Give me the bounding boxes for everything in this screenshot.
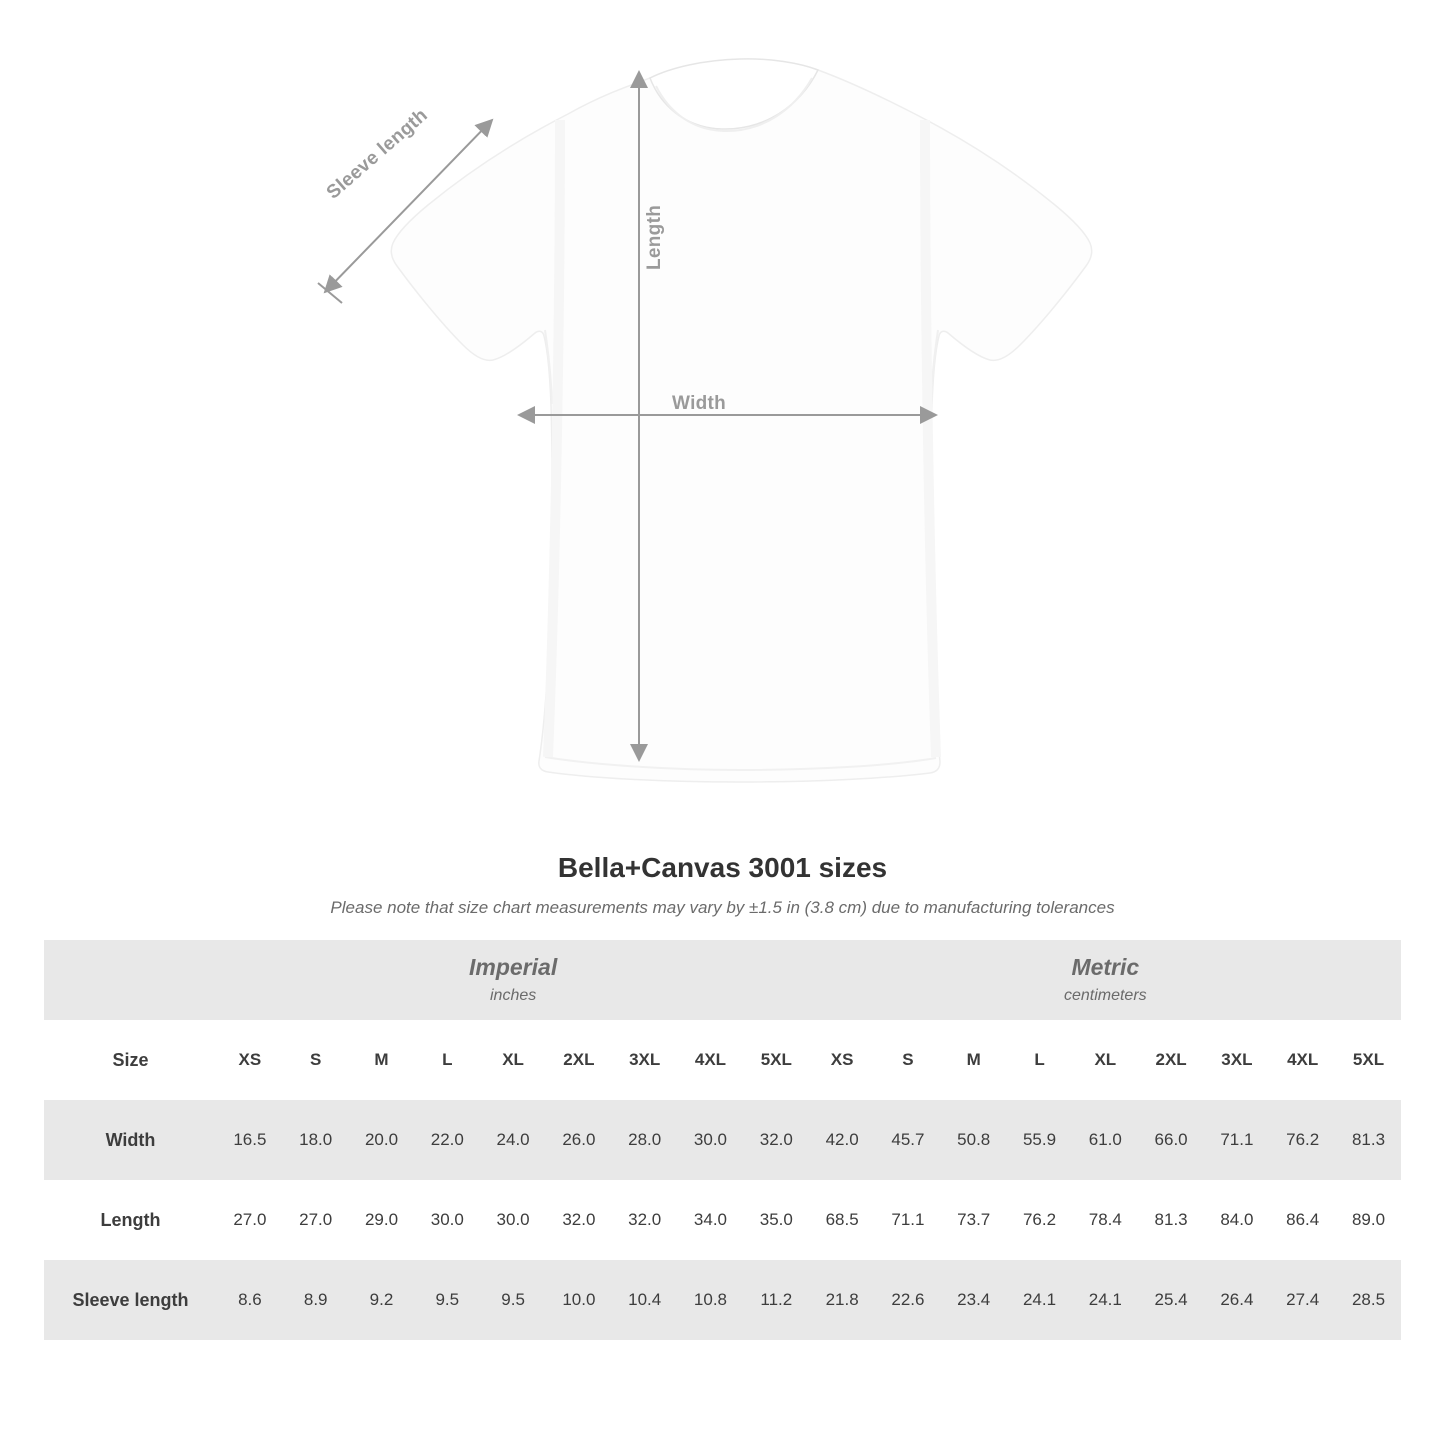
cell-length-10: 71.1 xyxy=(875,1180,941,1260)
cell-width-3: 22.0 xyxy=(414,1100,480,1180)
cell-length-15: 84.0 xyxy=(1204,1180,1270,1260)
header-size-l-imperial: L xyxy=(414,1020,480,1100)
cell-length-12: 76.2 xyxy=(1007,1180,1073,1260)
unit-group-metric xyxy=(809,940,1401,1020)
header-size-m-imperial: M xyxy=(349,1020,415,1100)
row-label-length: Length xyxy=(44,1180,217,1260)
header-size-xs-imperial: XS xyxy=(217,1020,283,1100)
unit-spacer-cell xyxy=(44,940,217,1020)
cell-length-3: 30.0 xyxy=(414,1180,480,1260)
cell-sleeve-12: 24.1 xyxy=(1007,1260,1073,1340)
cell-width-14: 66.0 xyxy=(1138,1100,1204,1180)
cell-sleeve-6: 10.4 xyxy=(612,1260,678,1340)
unit-group-metric-subtitle: centimeters xyxy=(1063,986,1147,1004)
unit-group-imperial-subtitle: inches xyxy=(489,986,537,1004)
cell-sleeve-5: 10.0 xyxy=(546,1260,612,1340)
cell-sleeve-8: 11.2 xyxy=(743,1260,809,1340)
cell-sleeve-10: 22.6 xyxy=(875,1260,941,1340)
cell-length-2: 29.0 xyxy=(349,1180,415,1260)
header-size-4xl-metric: 4XL xyxy=(1270,1020,1336,1100)
cell-length-4: 30.0 xyxy=(480,1180,546,1260)
cell-length-11: 73.7 xyxy=(941,1180,1007,1260)
cell-sleeve-13: 24.1 xyxy=(1072,1260,1138,1340)
table-row xyxy=(44,1180,1401,1260)
tolerance-note: Please note that size chart measurements may vary by ±1.5 in (3.8 cm) due to manufacturing tolerances xyxy=(330,898,1115,917)
unit-group-imperial-title: Imperial xyxy=(469,954,558,981)
length-label: Length xyxy=(644,204,665,270)
cell-sleeve-1: 8.9 xyxy=(283,1260,349,1340)
cell-sleeve-11: 23.4 xyxy=(941,1260,1007,1340)
header-size-label: Size xyxy=(44,1020,217,1100)
cell-length-5: 32.0 xyxy=(546,1180,612,1260)
unit-group-row xyxy=(44,940,1401,1020)
cell-width-1: 18.0 xyxy=(283,1100,349,1180)
cell-length-9: 68.5 xyxy=(809,1180,875,1260)
header-size-5xl-metric: 5XL xyxy=(1336,1020,1402,1100)
header-size-2xl-metric: 2XL xyxy=(1138,1020,1204,1100)
cell-length-16: 86.4 xyxy=(1270,1180,1336,1260)
cell-length-13: 78.4 xyxy=(1072,1180,1138,1260)
cell-width-13: 61.0 xyxy=(1072,1100,1138,1180)
cell-sleeve-7: 10.8 xyxy=(678,1260,744,1340)
table-row xyxy=(44,1100,1401,1180)
header-size-4xl-imperial: 4XL xyxy=(678,1020,744,1100)
cell-width-8: 32.0 xyxy=(743,1100,809,1180)
cell-sleeve-9: 21.8 xyxy=(809,1260,875,1340)
header-size-s-metric: S xyxy=(875,1020,941,1100)
sleeve-length-label: Sleeve length xyxy=(322,104,432,204)
cell-length-8: 35.0 xyxy=(743,1180,809,1260)
size-chart-table xyxy=(44,940,1401,1340)
header-size-l-metric: L xyxy=(1007,1020,1073,1100)
header-size-xl-metric: XL xyxy=(1072,1020,1138,1100)
cell-length-7: 34.0 xyxy=(678,1180,744,1260)
cell-sleeve-4: 9.5 xyxy=(480,1260,546,1340)
row-label-sleeve-length: Sleeve length xyxy=(44,1260,217,1340)
cell-width-0: 16.5 xyxy=(217,1100,283,1180)
cell-length-17: 89.0 xyxy=(1336,1180,1402,1260)
cell-length-6: 32.0 xyxy=(612,1180,678,1260)
cell-sleeve-2: 9.2 xyxy=(349,1260,415,1340)
cell-width-12: 55.9 xyxy=(1007,1100,1073,1180)
cell-width-17: 81.3 xyxy=(1336,1100,1402,1180)
cell-width-16: 76.2 xyxy=(1270,1100,1336,1180)
header-size-m-metric: M xyxy=(941,1020,1007,1100)
row-label-width: Width xyxy=(44,1100,217,1180)
cell-width-15: 71.1 xyxy=(1204,1100,1270,1180)
cell-width-9: 42.0 xyxy=(809,1100,875,1180)
cell-sleeve-15: 26.4 xyxy=(1204,1260,1270,1340)
header-size-3xl-imperial: 3XL xyxy=(612,1020,678,1100)
header-size-s-imperial: S xyxy=(283,1020,349,1100)
cell-length-14: 81.3 xyxy=(1138,1180,1204,1260)
cell-sleeve-14: 25.4 xyxy=(1138,1260,1204,1340)
cell-sleeve-0: 8.6 xyxy=(217,1260,283,1340)
cell-length-0: 27.0 xyxy=(217,1180,283,1260)
cell-width-2: 20.0 xyxy=(349,1100,415,1180)
cell-width-10: 45.7 xyxy=(875,1100,941,1180)
table-row xyxy=(44,1260,1401,1340)
cell-sleeve-3: 9.5 xyxy=(414,1260,480,1340)
unit-group-metric-title: Metric xyxy=(1071,954,1140,981)
header-size-2xl-imperial: 2XL xyxy=(546,1020,612,1100)
cell-width-7: 30.0 xyxy=(678,1100,744,1180)
cell-width-5: 26.0 xyxy=(546,1100,612,1180)
cell-width-11: 50.8 xyxy=(941,1100,1007,1180)
cell-width-6: 28.0 xyxy=(612,1100,678,1180)
cell-sleeve-16: 27.4 xyxy=(1270,1260,1336,1340)
cell-sleeve-17: 28.5 xyxy=(1336,1260,1402,1340)
size-chart-table-wrapper xyxy=(44,940,1401,1340)
width-label: Width xyxy=(672,393,727,414)
cell-length-1: 27.0 xyxy=(283,1180,349,1260)
header-size-xs-metric: XS xyxy=(809,1020,875,1100)
header-size-5xl-imperial: 5XL xyxy=(743,1020,809,1100)
page-title: Bella+Canvas 3001 sizes xyxy=(557,852,888,883)
cell-width-4: 24.0 xyxy=(480,1100,546,1180)
header-size-xl-imperial: XL xyxy=(480,1020,546,1100)
unit-group-imperial xyxy=(217,940,809,1020)
heading-block xyxy=(0,852,1445,918)
header-size-3xl-metric: 3XL xyxy=(1204,1020,1270,1100)
table-header-row xyxy=(44,1020,1401,1100)
